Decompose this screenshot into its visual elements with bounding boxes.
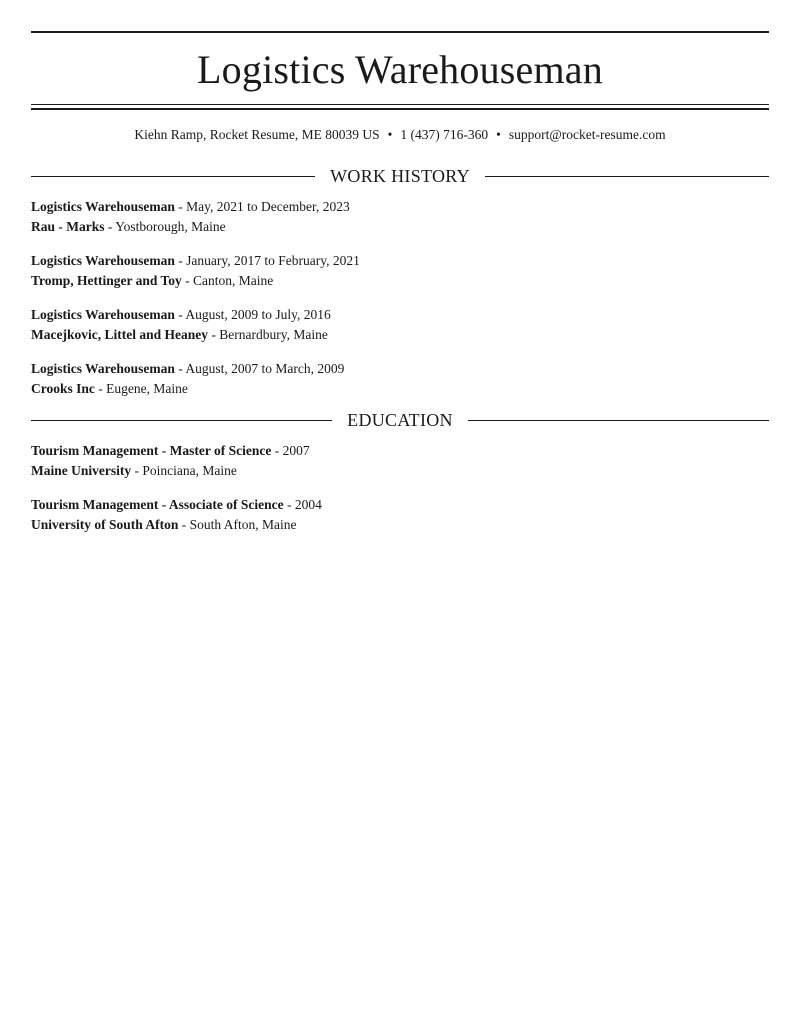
heading-rule-left bbox=[31, 176, 315, 177]
job-dates: May, 2021 to December, 2023 bbox=[186, 199, 350, 214]
graduation-year: 2007 bbox=[282, 443, 310, 458]
job-title: Logistics Warehouseman bbox=[31, 199, 175, 214]
resume-name: Logistics Warehouseman bbox=[197, 47, 603, 92]
work-entry: Logistics Warehouseman - January, 2017 to February, 2021 Tromp, Hettinger and Toy - Canton, Maine bbox=[31, 253, 360, 288]
degree-name: Tourism Management - Master of Science bbox=[31, 443, 272, 458]
job-location: Bernardbury, Maine bbox=[219, 326, 328, 342]
company-name: Crooks Inc bbox=[31, 380, 95, 396]
job-title: Logistics Warehouseman bbox=[31, 253, 175, 268]
education-list bbox=[31, 441, 769, 534]
school-location: Poinciana, Maine bbox=[142, 462, 237, 478]
work-history-heading bbox=[31, 165, 769, 187]
contact-line bbox=[31, 125, 769, 145]
job-dates: August, 2007 to March, 2009 bbox=[185, 361, 345, 376]
education-heading bbox=[31, 409, 769, 431]
header-double-rule bbox=[31, 104, 769, 110]
work-entry: Logistics Warehouseman - August, 2009 to July, 2016 Macejkovic, Littel and Heaney - Bernardbury, Maine bbox=[31, 307, 331, 342]
school-location: South Afton, Maine bbox=[189, 516, 297, 532]
job-location: Eugene, Maine bbox=[106, 380, 188, 396]
top-rule bbox=[31, 31, 769, 33]
contact-email: support@rocket-resume.com bbox=[508, 127, 666, 142]
company-name: Macejkovic, Littel and Heaney bbox=[31, 326, 208, 342]
heading-rule-right bbox=[468, 420, 769, 421]
section-title: WORK HISTORY bbox=[330, 166, 470, 186]
work-entry: Logistics Warehouseman - May, 2021 to December, 2023 Rau - Marks - Yostborough, Maine bbox=[31, 199, 350, 234]
contact-address: Kiehn Ramp, Rocket Resume, ME 80039 US bbox=[134, 127, 380, 142]
contact-separator: • bbox=[496, 127, 501, 142]
work-history-list bbox=[31, 197, 769, 398]
company-name: Rau - Marks bbox=[31, 218, 105, 234]
section-title: EDUCATION bbox=[347, 410, 453, 430]
job-location: Yostborough, Maine bbox=[115, 218, 226, 234]
job-title: Logistics Warehouseman bbox=[31, 307, 175, 322]
heading-rule-left bbox=[31, 420, 332, 421]
school-name: University of South Afton bbox=[31, 516, 179, 532]
contact-separator: • bbox=[387, 127, 393, 142]
job-location: Canton, Maine bbox=[193, 272, 274, 288]
resume-page bbox=[31, 31, 769, 534]
education-entry: Tourism Management - Master of Science - 2007 Maine University - Poinciana, Maine bbox=[31, 443, 310, 478]
school-name: Maine University bbox=[31, 462, 132, 478]
degree-name: Tourism Management - Associate of Science bbox=[31, 497, 284, 512]
job-title: Logistics Warehouseman bbox=[31, 361, 175, 376]
contact-phone: 1 (437) 716-360 bbox=[400, 127, 489, 142]
graduation-year: 2004 bbox=[294, 497, 322, 512]
heading-rule-right bbox=[485, 176, 769, 177]
job-dates: January, 2017 to February, 2021 bbox=[186, 253, 360, 268]
job-dates: August, 2009 to July, 2016 bbox=[185, 307, 331, 322]
company-name: Tromp, Hettinger and Toy bbox=[31, 272, 182, 288]
work-entry: Logistics Warehouseman - August, 2007 to March, 2009 Crooks Inc - Eugene, Maine bbox=[31, 361, 345, 396]
education-entry: Tourism Management - Associate of Science - 2004 University of South Afton - South Afton, Maine bbox=[31, 497, 322, 532]
